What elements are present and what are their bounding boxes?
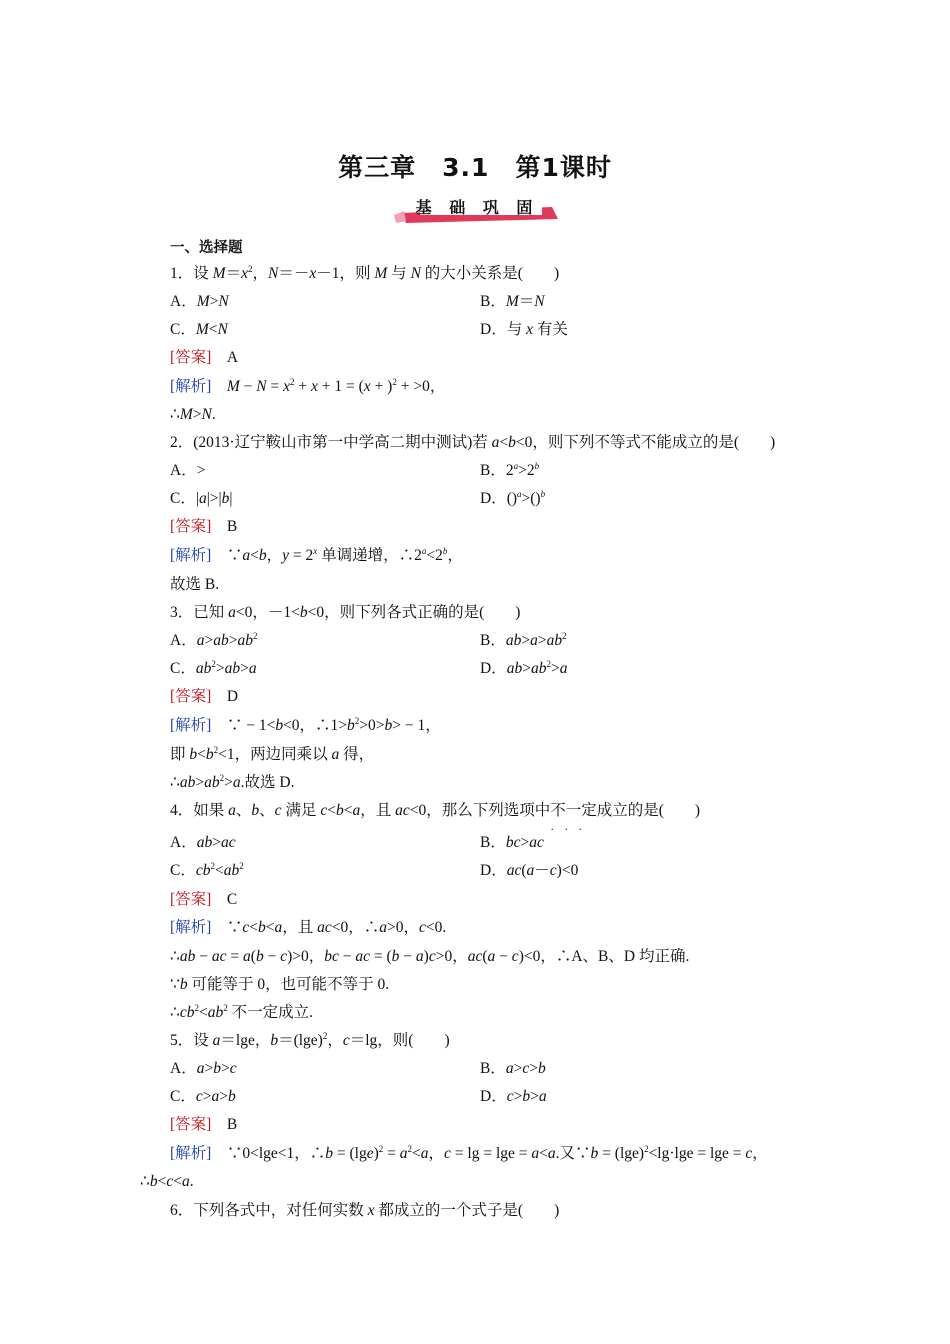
page-title: 第三章 3.1 第1课时	[338, 153, 612, 182]
q3-stem: 3．已知 a<0，－1<b<0，则下列各式正确的是( )	[170, 604, 521, 621]
q4-analysis-line3: ∵b 可能等于 0，也可能不等于 0.	[170, 976, 390, 993]
section-banner-text: 基 础 巩 固	[415, 198, 539, 217]
q1-option-b: B．M＝N	[480, 293, 545, 310]
q4-analysis: [解析] ∵c<b<a，且 ac<0，∴a>0，c<0.	[170, 919, 447, 936]
q3-answer: [答案] D	[170, 688, 239, 705]
q5-option-b: B．a>c>b	[480, 1060, 546, 1077]
q2-conclusion: 故选 B.	[170, 576, 220, 593]
q5-option-a: A．a>b>c	[170, 1060, 237, 1077]
q1-stem: 1．设 $M=x^2$，N＝－x－1，则 M 与 N 的大小关系是( )	[170, 264, 560, 282]
q3-analysis-line2: 即 $b<b^2<1$，两边同乘以 a 得，	[170, 745, 375, 763]
section-heading: 一、选择题	[170, 240, 243, 256]
q4-option-d: D．ac(a－c)<0	[480, 862, 579, 879]
q2-analysis: [解析] ∵a<b，$y = 2^x$ 单调递增，$\therefore 2^a<2^b$，	[170, 546, 463, 564]
q4-conclusion: $\therefore cb^2<ab^2$ 不一定成立.	[170, 1003, 314, 1021]
q4-answer: [答案] C	[170, 891, 238, 908]
q1-answer: [答案] A	[170, 349, 239, 366]
q4-analysis-line2: ∴ab − ac = a(b − c)>0，bc − ac = (b − a)c>0，ac(a − c)<0，∴A、B、D 均正确.	[170, 948, 690, 965]
q3-option-d: D．$ab>ab^2>a$	[480, 659, 568, 677]
q2-option-c: C．|a|>|b|	[170, 490, 233, 507]
q3-analysis: [解析] ∵ − 1<b<0，$\therefore 1>b^2>0>b> - 1$，	[170, 716, 441, 734]
q2-stem: 2．(2013·辽宁鞍山市第一中学高二期中测试)若 a<b<0，则下列不等式不能成立的是( )	[170, 434, 776, 451]
q4-option-b: B．bc>ac	[480, 834, 544, 851]
q6-stem: 6．下列各式中，对任何实数 x 都成立的一个式子是( )	[170, 1202, 560, 1219]
q2-option-d: D．()$^a$>()$^b$	[480, 489, 546, 507]
q4-option-a: A．ab>ac	[170, 834, 236, 851]
q5-option-d: D．c>b>a	[480, 1088, 547, 1105]
q3-option-b: B．$ab>a>ab^2$	[480, 631, 567, 649]
q1-option-d: D．与 x 有关	[480, 321, 568, 338]
q1-option-c: C．M<N	[170, 321, 228, 338]
q4-option-c: C．$cb^2<ab^2$	[170, 861, 244, 879]
q5-conclusion: ∴b<c<a.	[140, 1173, 194, 1190]
q1-option-a: A．M>N	[170, 293, 229, 310]
q3-option-a: A．$a>ab>ab^2$	[170, 631, 258, 649]
q5-answer: [答案] B	[170, 1116, 238, 1133]
q2-option-b: B．$2^a>2^b$	[480, 461, 540, 479]
q1-analysis: [解析] $M - N = x^2 + x + 1 = (x + )^2 + >0$，	[170, 377, 446, 395]
q2-option-a: A．>	[170, 462, 206, 479]
q5-stem: 5．设 a＝lge，$b=(\lg e)^2$，c＝lg，则( )	[170, 1031, 450, 1049]
q4-stem: 4．如果 a、b、c 满足 c<b<a，且 ac<0，那么下列选项中不一定 ··· 成立的是( )	[170, 802, 701, 836]
q1-conclusion: ∴M>N.	[170, 406, 216, 423]
q3-option-c: C．$ab^2>ab>a$	[170, 659, 257, 677]
q3-conclusion: $\therefore ab>ab^2>a$.故选 D.	[170, 773, 295, 791]
q5-analysis: [解析] ∵0<lge<1，∴b = $(\lg e)^2 = a^2<a$，c = lg = lge = a<a.又∵b = $(\lg e)^2<\lg\cdot\lg e = \lg e = c$，	[170, 1144, 768, 1162]
q2-answer: [答案] B	[170, 518, 238, 535]
q5-option-c: C．c>a>b	[170, 1088, 236, 1105]
